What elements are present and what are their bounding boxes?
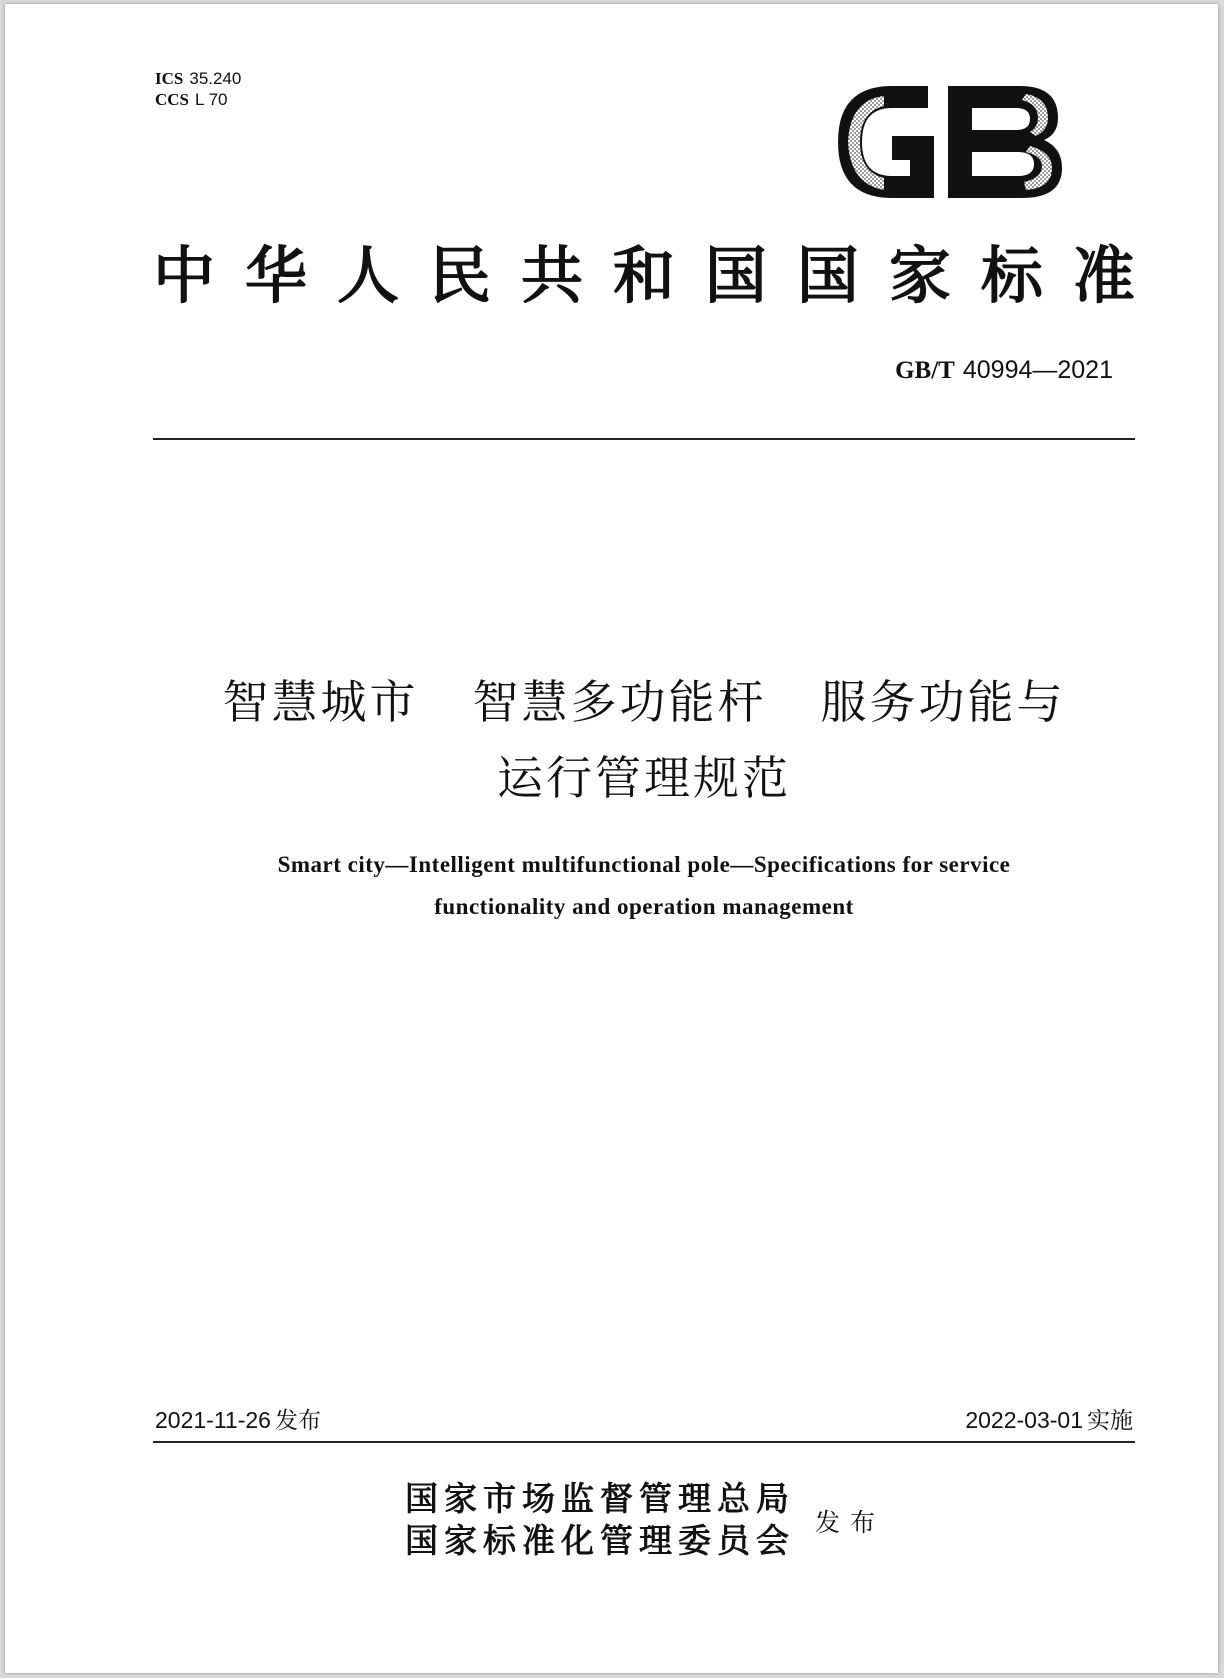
document-page [5,4,1218,1673]
ccs-code: CCS L 70 [155,90,228,109]
top-divider [153,438,1135,440]
chinese-title-line1: 智慧城市 智慧多功能杆 服务功能与 [222,675,1066,729]
english-title [153,844,1135,928]
classification-codes [155,68,241,110]
publisher-sac: 国家标准化管理委员会 [405,1521,795,1560]
date-row [153,1402,1135,1434]
publisher-samr: 国家市场监督管理总局 [405,1479,795,1518]
english-title-line1: Smart city—Intelligent multifunctional pole—Specifications for service [277,852,1011,877]
chinese-title [153,664,1135,816]
gb-logo-icon [830,80,1065,204]
national-standard-heading: 中 华 人 民 共 和 国 国 家 标 准 [153,239,1135,312]
issue-date: 2021-11-26 发布 [155,1407,321,1434]
implementation-date: 2022-03-01 实施 [965,1407,1133,1434]
standard-number: GB/T 40994—2021 [895,356,1113,384]
english-title-line2: functionality and operation management [434,894,854,919]
publish-label: 发布 [815,1508,886,1537]
ics-code: ICS 35.240 [155,69,242,88]
bottom-divider [153,1441,1135,1443]
publisher-organizations [405,1478,795,1562]
chinese-title-line2: 运行管理规范 [497,751,791,805]
